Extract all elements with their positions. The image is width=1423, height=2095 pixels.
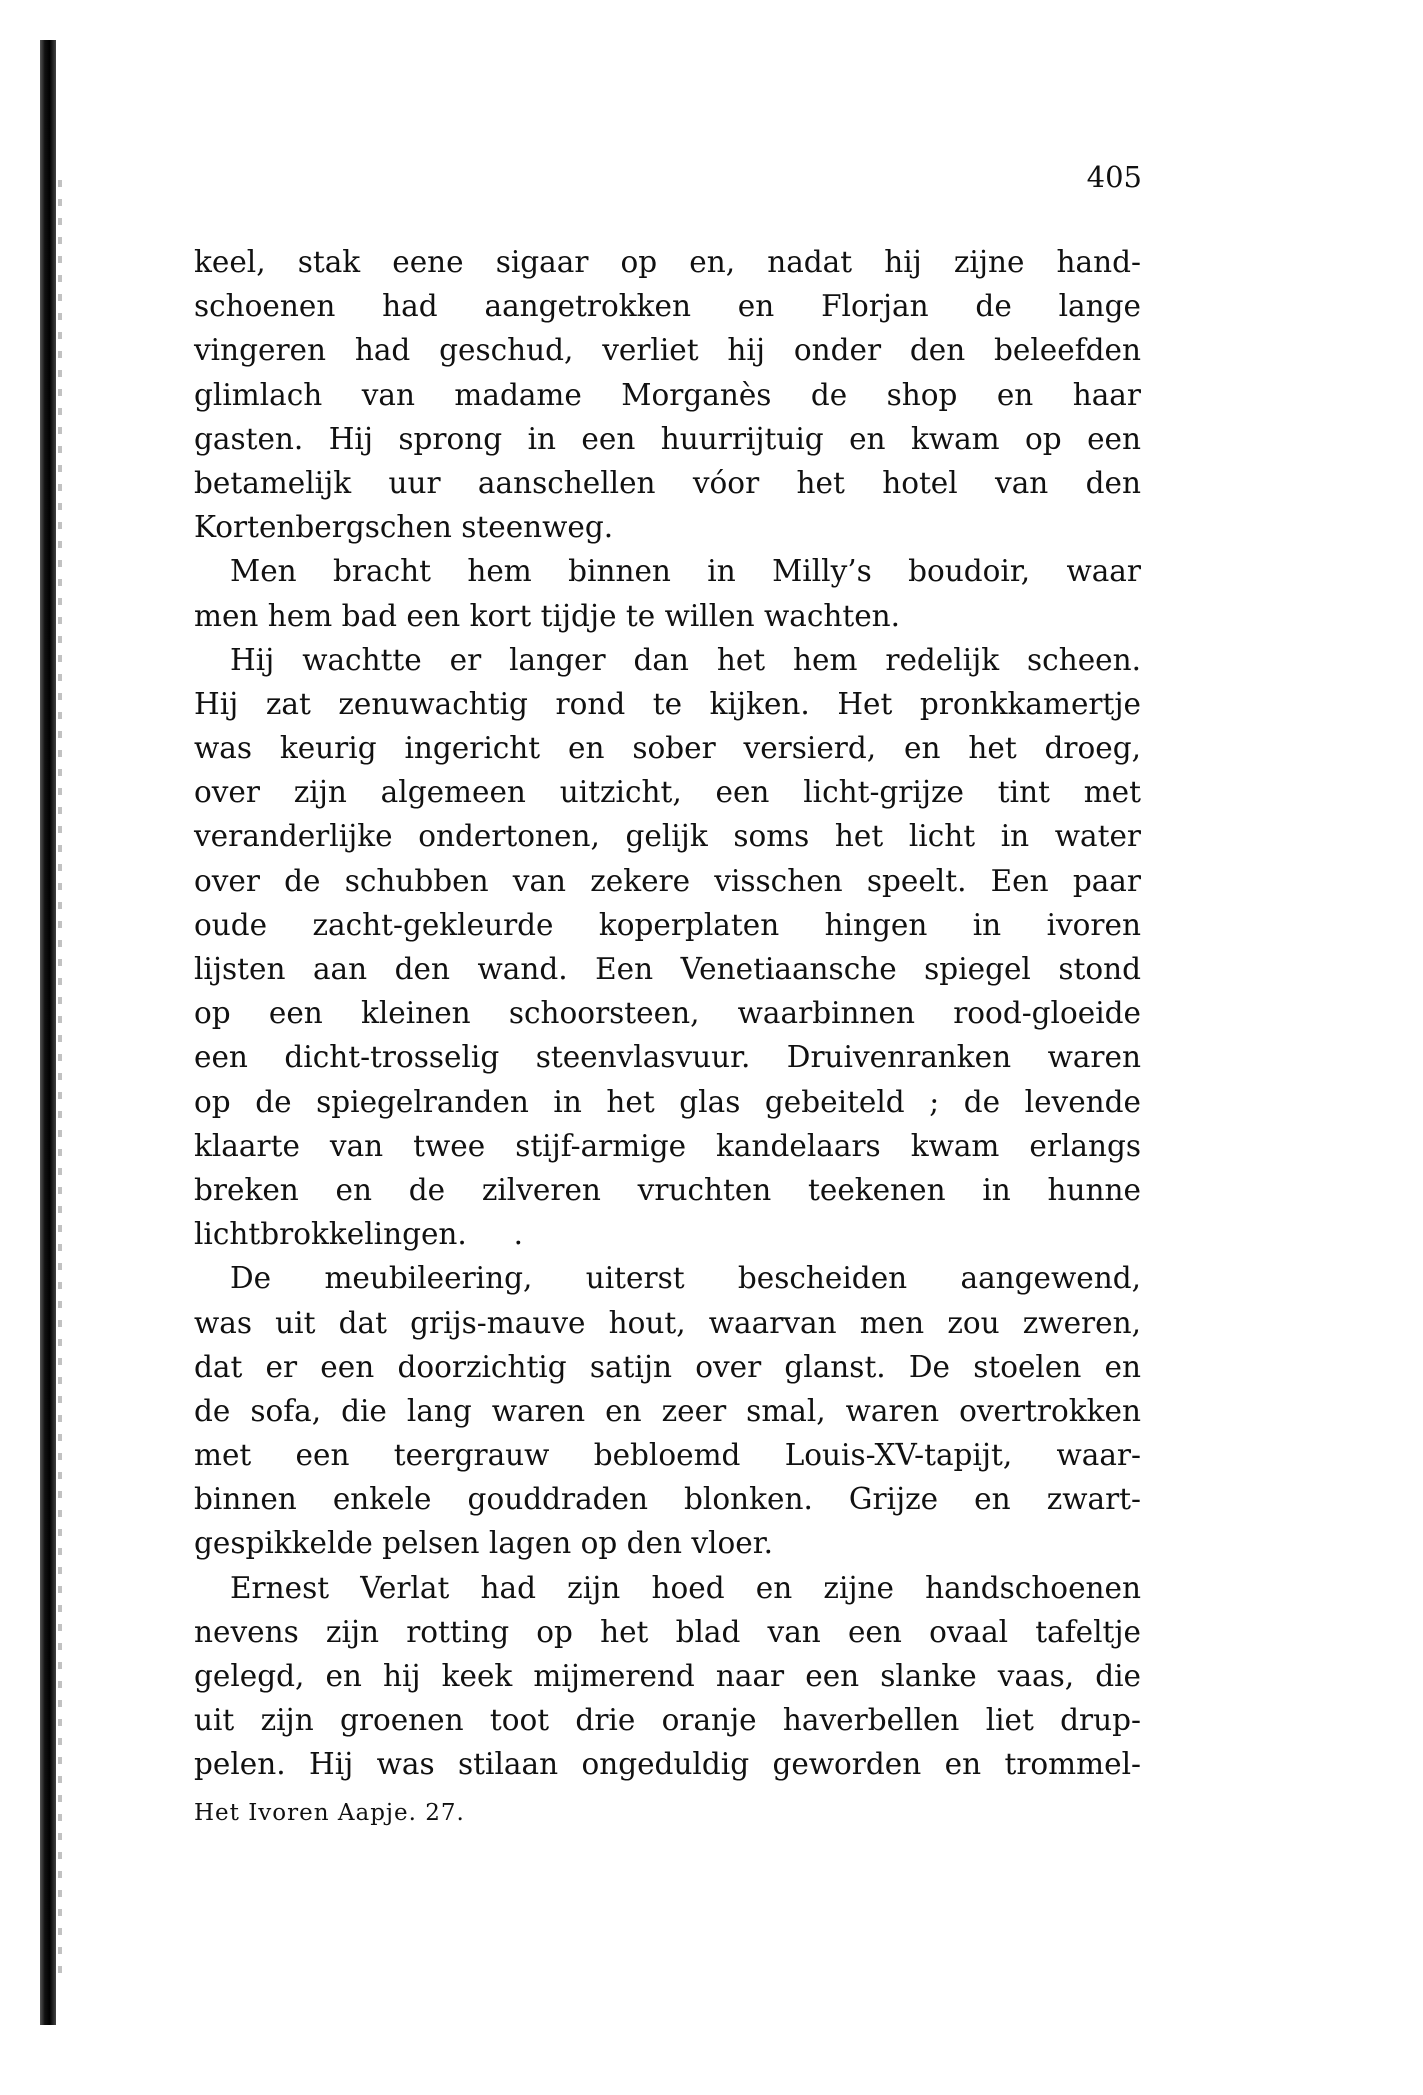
text-line: men hem bad een kort tijdje te willen wachten. bbox=[194, 598, 901, 633]
text-line: veranderlijke ondertonen, gelijk soms het licht in water bbox=[194, 819, 1141, 854]
text-line: gelegd, en hij keek mijmerend naar een slanke vaas, die bbox=[194, 1659, 1141, 1693]
text-line: gespikkelde pelsen lagen op den vloer. bbox=[194, 1526, 773, 1561]
text-line: pelen. Hij was stilaan ongeduldig geworden en trommel- bbox=[194, 1747, 1141, 1782]
text-line: Hij wachtte er langer dan het hem redelijk scheen. bbox=[230, 642, 1141, 677]
text-line: keel, stak eene sigaar op en, nadat hij zijne hand- bbox=[194, 245, 1141, 279]
text-line: oude zacht-gekleurde koperplaten hingen in ivoren bbox=[194, 907, 1141, 942]
text-line: op de spiegelranden in het glas gebeiteld ; de levende bbox=[194, 1084, 1141, 1119]
text-line: vingeren had geschud, verliet hij onder den beleefden bbox=[194, 333, 1141, 368]
text-line: een dicht-trosselig steenvlasvuur. Druivenranken waren bbox=[194, 1040, 1141, 1075]
text-line: klaarte van twee stijf-armige kandelaars kwam erlangs bbox=[194, 1128, 1141, 1163]
book-spine-texture bbox=[58, 180, 62, 1980]
text-line: betamelijk uur aanschellen vóor het hotel van den bbox=[194, 465, 1141, 500]
text-line: schoenen had aangetrokken en Florjan de lange bbox=[194, 289, 1141, 324]
text-line: nevens zijn rotting op het blad van een ovaal tafeltje bbox=[194, 1614, 1141, 1649]
text-line: over zijn algemeen uitzicht, een licht-grijze tint met bbox=[194, 775, 1141, 810]
body-text bbox=[194, 240, 1141, 1787]
book-spine-shadow bbox=[40, 40, 56, 2025]
signature-footer: Het Ivoren Aapje. 27. bbox=[194, 1800, 465, 1826]
text-line: dat er een doorzichtig satijn over glanst. De stoelen en bbox=[194, 1349, 1141, 1384]
text-line: breken en de zilveren vruchten teekenen in hunne bbox=[194, 1172, 1141, 1207]
text-line: op een kleinen schoorsteen, waarbinnen rood-gloeide bbox=[194, 996, 1141, 1031]
text-line: Kortenbergschen steenweg. bbox=[194, 510, 614, 545]
text-line: de sofa, die lang waren en zeer smal, waren overtrokken bbox=[194, 1393, 1141, 1428]
text-line: lijsten aan den wand. Een Venetiaansche spiegel stond bbox=[194, 952, 1141, 986]
text-line: Men bracht hem binnen in Milly’s boudoir, waar bbox=[230, 554, 1141, 589]
text-line: uit zijn groenen toot drie oranje haverbellen liet drup- bbox=[194, 1703, 1141, 1738]
page-number: 405 bbox=[1086, 160, 1142, 194]
text-line: gasten. Hij sprong in een huurrijtuig en kwam op een bbox=[194, 421, 1141, 456]
text-line: De meubileering, uiterst bescheiden aangewend, bbox=[230, 1261, 1141, 1296]
text-line: lichtbrokkelingen. . bbox=[194, 1217, 524, 1252]
text-line: was uit dat grijs-mauve hout, waarvan men zou zweren, bbox=[194, 1305, 1141, 1340]
text-line: binnen enkele gouddraden blonken. Grijze en zwart- bbox=[194, 1482, 1141, 1517]
text-line: Ernest Verlat had zijn hoed en zijne handschoenen bbox=[230, 1570, 1141, 1605]
text-line: was keurig ingericht en sober versierd, en het droeg, bbox=[194, 731, 1141, 766]
text-line: over de schubben van zekere visschen speelt. Een paar bbox=[194, 863, 1141, 898]
text-line: met een teergrauw bebloemd Louis-XV-tapijt, waar- bbox=[194, 1438, 1141, 1473]
text-line: glimlach van madame Morganès de shop en haar bbox=[194, 377, 1141, 412]
text-line: Hij zat zenuwachtig rond te kijken. Het pronkkamertje bbox=[194, 686, 1141, 721]
